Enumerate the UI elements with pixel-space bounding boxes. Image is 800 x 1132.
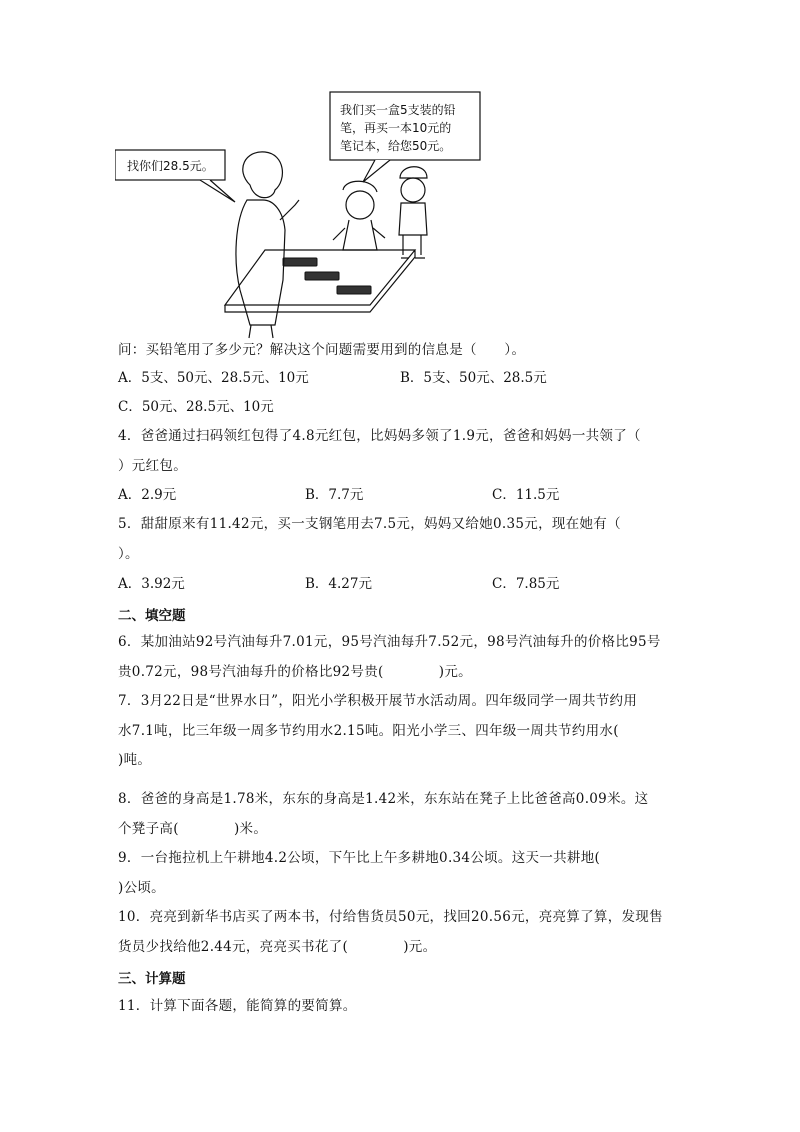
question-3-option-b: B．5支、50元、28.5元 — [400, 370, 547, 386]
question-6-line2: 贵0.72元，98号汽油每升的价格比92号贵( )元。 — [118, 664, 472, 680]
question-11-stem: 11．计算下面各题，能简算的要简算。 — [118, 998, 357, 1014]
question-8-line1: 8．爸爸的身高是1.78米，东东的身高是1.42米，东东站在凳子上比爸爸高0.09米。这 — [118, 791, 649, 807]
speech-bubble-right — [330, 92, 480, 182]
question-5-line2: ）。 — [118, 546, 139, 562]
speech-bubble-left — [115, 150, 235, 202]
question-6-line1: 6．某加油站92号汽油每升7.01元，95号汽油每升7.52元，98号汽油每升的价格比95号 — [118, 634, 661, 650]
question-5-line1: 5．甜甜原来有11.42元，买一支钢笔用去7.5元，妈妈又给她0.35元，现在她有（ — [118, 516, 621, 532]
question-3-option-a: A．5支、50元、28.5元、10元 — [118, 370, 309, 386]
bubble-left-text: 找你们28.5元。 — [127, 159, 214, 173]
question-3-option-c: C．50元、28.5元、10元 — [118, 399, 274, 415]
question-4-line1: 4．爸爸通过扫码领红包得了4.8元红包，比妈妈多领了1.9元，爸爸和妈妈一共领了（ — [118, 428, 641, 444]
question-5-option-b: B．4.27元 — [305, 576, 372, 592]
question-8-line2: 个凳子高( )米。 — [118, 821, 268, 837]
counter-table — [225, 250, 415, 312]
question-4-option-a: A．2.9元 — [118, 487, 177, 503]
question-9-line1: 9．一台拖拉机上午耕地4.2公顷，下午比上午多耕地0.34公顷。这天一共耕地( — [118, 850, 601, 866]
question-10-line1: 10．亮亮到新华书店买了两本书，付给售货员50元，找回20.56元，亮亮算了算，发现售 — [118, 909, 663, 925]
question-5-option-a: A．3.92元 — [118, 576, 185, 592]
question-3-stem: 问：买铅笔用了多少元？解决这个问题需要用到的信息是（ ）。 — [118, 342, 526, 358]
section-3-title: 三、计算题 — [118, 971, 186, 987]
question-9-line2: )公顷。 — [118, 880, 165, 896]
question-7-line1: 7．3月22日是“世界水日”，阳光小学积极开展节水活动周。四年级同学一周共节约用 — [118, 693, 638, 709]
boy-figure — [399, 167, 427, 258]
question-4-option-b: B．7.7元 — [305, 487, 364, 503]
bubble-right-line3: 笔记本，给您50元。 — [340, 139, 452, 153]
section-2-title: 二、填空题 — [118, 608, 186, 624]
question-5-option-c: C．7.85元 — [492, 576, 560, 592]
question-4-option-c: C．11.5元 — [492, 487, 560, 503]
question-4-line2: ）元红包。 — [118, 458, 187, 474]
shop-illustration — [115, 90, 495, 340]
question-7-line2: 水7.1吨，比三年级一周多节约用水2.15吨。阳光小学三、四年级一周共节约用水( — [118, 723, 619, 739]
question-10-line2: 货员少找给他2.44元，亮亮买书花了( )元。 — [118, 939, 437, 955]
question-7-line3: )吨。 — [118, 752, 152, 768]
bubble-right-line1: 我们买一盒5支装的铅 — [340, 103, 456, 117]
girl-figure — [333, 181, 385, 250]
bubble-right-line2: 笔，再买一本10元的 — [340, 121, 452, 135]
